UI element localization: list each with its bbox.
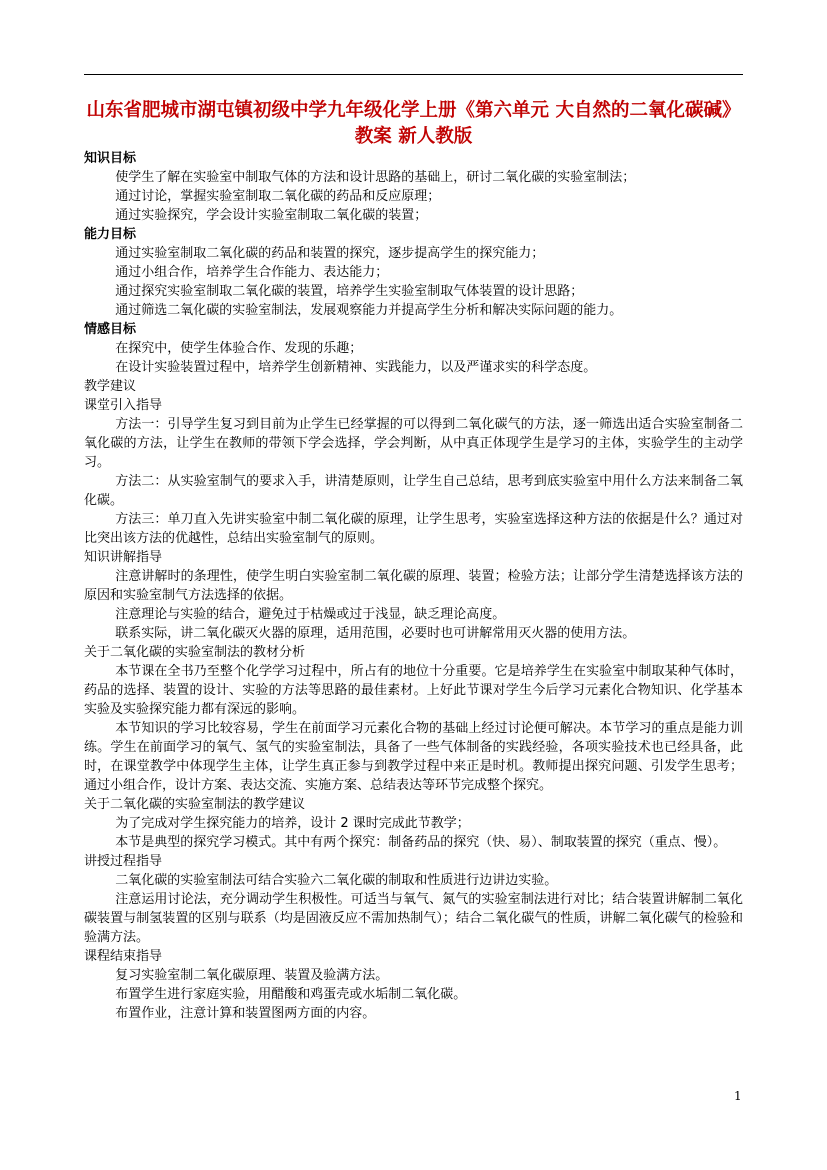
material-analysis-heading: 关于二氧化碳的实验室制法的教材分析 bbox=[84, 645, 306, 660]
ability-goal-item: 通过筛选二氧化碳的实验室制法，发展观察能力并提高学生分析和解决实际问题的能力。 bbox=[115, 303, 623, 318]
header-rule bbox=[84, 74, 743, 75]
intro-method-paragraph: 方法二：从实验室制气的要求入手，讲清楚原则，让学生自己总结，思考到底实验室中用什么方法来制备二氧化碳。 bbox=[84, 474, 743, 508]
material-analysis-paragraph: 本节知识的学习比较容易，学生在前面学习元素化合物的基础上经过讨论便可解决。本节学习的重点是能力训练。学生在前面学习的氧气、氢气的实验室制法，具备了一些气体制备的实践经验，各项实验技术也已经具备，此时，在课堂教学中体现学生主体，让学生真正参与到教学过程中来正是时机。教师提出探究问题、引发学生思考；通过小组合作，设计方案、表达交流、实施方案、总结表达等环节完成整个探究。 bbox=[84, 721, 743, 793]
ending-guidance-heading: 课程结束指导 bbox=[84, 949, 163, 964]
intro-guidance-heading: 课堂引入指导 bbox=[84, 398, 163, 413]
document-title: 山东省肥城市湖屯镇初级中学九年级化学上册《第六单元 大自然的二氧化碳碱》教案 新人教版 bbox=[86, 100, 741, 147]
knowledge-goals-heading: 知识目标 bbox=[84, 151, 137, 166]
ability-goal-item: 通过探究实验室制取二氧化碳的装置，培养学生实验室制取气体装置的设计思路； bbox=[115, 284, 584, 299]
explain-guidance-heading: 知识讲解指导 bbox=[84, 550, 163, 565]
knowledge-goal-item: 使学生了解在实验室中制取气体的方法和设计思路的基础上，研讨二氧化碳的实验室制法； bbox=[115, 170, 636, 185]
intro-method-paragraph: 方法一：引导学生复习到目前为止学生已经掌握的可以得到二氧化碳气的方法，逐一筛选出适合实验室制备二氧化碳的方法，让学生在教师的带领下学会选择，学会判断，从中真正体现学生是学习的主体，实验学生的主动学习。 bbox=[84, 417, 743, 470]
explain-guidance-paragraph: 联系实际，讲二氧化碳灭火器的原理，适用范围，必要时也可讲解常用灭火器的使用方法。 bbox=[115, 626, 636, 641]
emotion-goal-item: 在探究中，使学生体验合作、发现的乐趣； bbox=[115, 341, 363, 356]
ending-guidance-item: 布置作业，注意计算和装置图两方面的内容。 bbox=[115, 1006, 376, 1021]
teaching-advice-paragraph: 本节是典型的探究学习模式。其中有两个探究：制备药品的探究（快、易）、制取装置的探究（重点、慢）。 bbox=[115, 835, 727, 850]
knowledge-goal-item: 通过实验探究，学会设计实验室制取二氧化碳的装置； bbox=[115, 208, 428, 223]
explain-guidance-paragraph: 注意理论与实验的结合，避免过于枯燥或过于浅显，缺乏理论高度。 bbox=[115, 607, 506, 622]
teaching-advice-heading: 关于二氧化碳的实验室制法的教学建议 bbox=[84, 797, 306, 812]
document-body bbox=[84, 149, 743, 1023]
material-analysis-paragraph: 本节课在全书乃至整个化学学习过程中，所占有的地位十分重要。它是培养学生在实验室中制取某种气体时，药品的选择、装置的设计、实验的方法等思路的最佳素材。上好此节课对学生今后学习元素化合物知识、化学基本实验及实验探究能力都有深远的影响。 bbox=[84, 664, 743, 717]
ending-guidance-item: 布置学生进行家庭实验，用醋酸和鸡蛋壳或水垢制二氧化碳。 bbox=[115, 987, 467, 1002]
ability-goal-item: 通过小组合作，培养学生合作能力、表达能力； bbox=[115, 265, 389, 280]
teaching-advice-paragraph: 为了完成对学生探究能力的培养，设计 2 课时完成此节教学； bbox=[115, 816, 470, 831]
intro-method-paragraph: 方法三：单刀直入先讲实验室中制二氧化碳的原理，让学生思考，实验室选择这种方法的依据是什么？通过对比突出该方法的优越性，总结出实验室制气的原则。 bbox=[84, 512, 743, 546]
knowledge-goal-item: 通过讨论，掌握实验室制取二氧化碳的药品和反应原理； bbox=[115, 189, 441, 204]
teaching-suggestions-heading: 教学建议 bbox=[84, 379, 137, 394]
emotion-goals-heading: 情感目标 bbox=[84, 322, 137, 337]
process-guidance-paragraph: 二氧化碳的实验室制法可结合实验六二氧化碳的制取和性质进行边讲边实验。 bbox=[115, 873, 558, 888]
ability-goals-heading: 能力目标 bbox=[84, 227, 137, 242]
process-guidance-heading: 讲授过程指导 bbox=[84, 854, 163, 869]
process-guidance-paragraph: 注意运用讨论法，充分调动学生积极性。可适当与氧气、氮气的实验室制法进行对比；结合装置讲解制二氧化碳装置与制氢装置的区别与联系（均是固液反应不需加热制气）；结合二氧化碳气的性质，讲解二氧化碳气的检验和验满方法。 bbox=[84, 892, 743, 945]
explain-guidance-paragraph: 注意讲解时的条理性，使学生明白实验室制二氧化碳的原理、装置；检验方法；让部分学生清楚选择该方法的原因和实验室制气方法选择的依据。 bbox=[84, 569, 743, 603]
emotion-goal-item: 在设计实验装置过程中，培养学生创新精神、实践能力，以及严谨求实的科学态度。 bbox=[115, 360, 597, 375]
page-number: 1 bbox=[734, 1089, 742, 1103]
ending-guidance-item: 复习实验室制二氧化碳原理、装置及验满方法。 bbox=[115, 968, 389, 983]
ability-goal-item: 通过实验室制取二氧化碳的药品和装置的探究，逐步提高学生的探究能力； bbox=[115, 246, 545, 261]
